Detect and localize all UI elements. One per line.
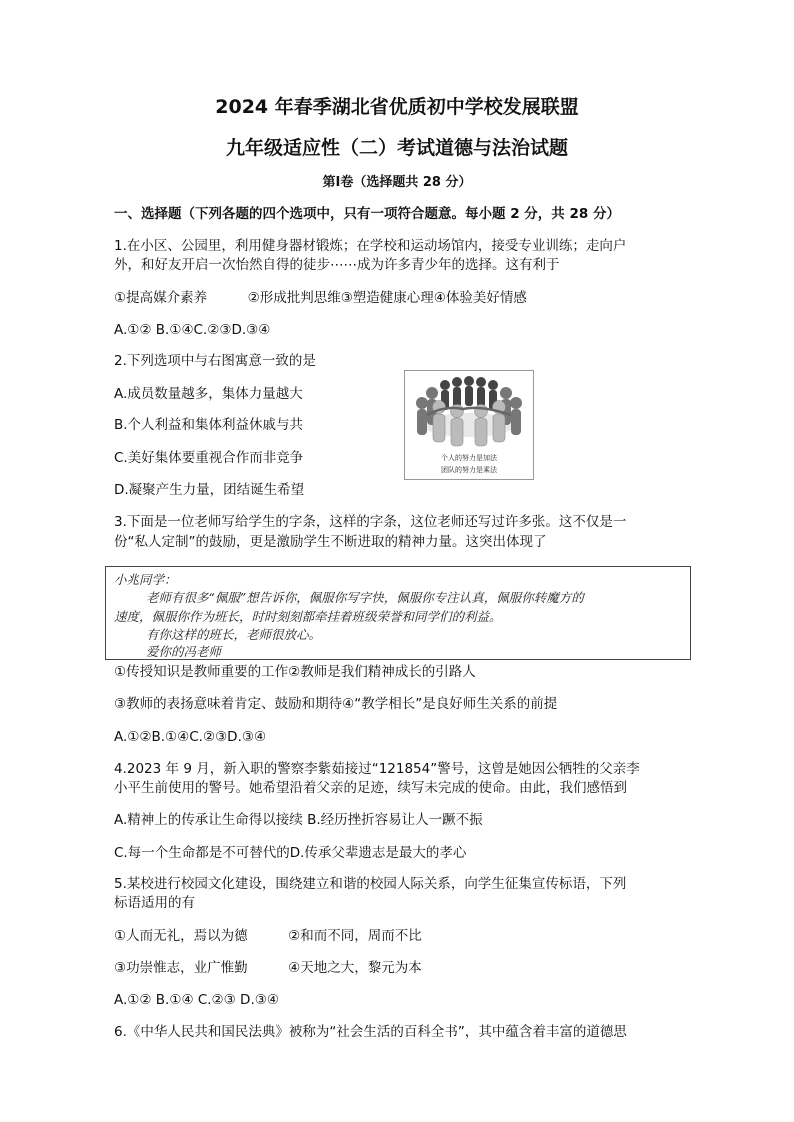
q4-options-ab: A.精神上的传承让生命得以接续 B.经历挫折容易让人一蹶不振 [114,812,483,828]
q3-options: A.①②B.①④C.②③D.③④ [114,729,267,745]
exam-subtitle: 九年级适应性（二）考试道德与法治试题 [225,137,568,159]
q3-stem-line1: 3.下面是一位老师写给学生的字条，这样的字条，这位老师还写过许多张。这不仅是一 [114,514,627,530]
q2-option-d: D.凝聚产生力量，团结诞生希望 [114,482,305,498]
q5-stem-line2: 标语适用的有 [114,895,195,911]
figure-caption-multiplication: 团队的努力是乘法 [441,466,497,474]
q1-options: A.①② B.①④C.②③D.③④ [114,322,271,338]
figure-caption-addition: 个人的努力是加法 [441,454,497,462]
q5-items1: ①人而无礼，焉以为德 ②和而不同，周而不比 [114,928,422,944]
q1-stem-line1: 1.在小区、公园里，利用健身器材锻炼；在学校和运动场馆内，接受专业训练；走向户 [114,238,627,254]
section-heading: 一、选择题（下列各题的四个选项中，只有一项符合题意。每小题 2 分，共 28 分） [114,206,620,222]
q5-options: A.①② B.①④ C.②③ D.③④ [114,992,279,1008]
q2-figure-teamwork [404,370,534,480]
q3-items1: ①传授知识是教师重要的工作②教师是我们精神成长的引路人 [114,664,476,680]
note-line3: 有你这样的班长，老师很放心。 [146,627,322,642]
q2-option-a: A.成员数量越多，集体力量越大 [114,386,303,402]
q6-stem-line1: 6.《中华人民共和国民法典》被称为“社会生活的百科全书”，其中蕴含着丰富的道德思 [114,1024,627,1040]
q4-options-cd: C.每一个生命都是不可替代的D.传承父辈遗志是最大的孝心 [114,845,467,861]
note-signature: 爱你的冯老师 [146,644,222,659]
q5-items2: ③功崇惟志，业广惟勤 ④天地之大，黎元为本 [114,960,422,976]
q5-stem-line1: 5.某校进行校园文化建设，围绕建立和谐的校园人际关系，向学生征集宣传标语，下列 [114,876,627,892]
q4-stem-line2: 小平生前使用的警号。她希望沿着父亲的足迹，续写未完成的使命。由此，我们感悟到 [114,780,627,796]
teacher-note-box [105,566,691,660]
q3-items2: ③教师的表扬意味着肯定、鼓励和期待④“教学相长”是良好师生关系的前提 [114,696,558,712]
q3-stem-line2: 份“私人定制”的鼓励，更是激励学生不断进取的精神力量。这突出体现了 [114,534,547,550]
exam-title: 2024 年春季湖北省优质初中学校发展联盟 [215,96,579,118]
q2-option-c: C.美好集体要重视合作而非竞争 [114,450,304,466]
note-line2: 速度，佩服你作为班长，时时刻刻都牵挂着班级荣誉和同学们的利益。 [114,609,502,624]
q2-option-b: B.个人利益和集体利益休戚与共 [114,417,304,433]
q1-stem-line2: 外，和好友开启一次怡然自得的徒步⋯⋯成为许多青少年的选择。这有利于 [114,257,560,273]
q2-stem: 2.下列选项中与右图寓意一致的是 [114,353,316,369]
q4-stem-line1: 4.2023 年 9 月，新入职的警察李紫茹接过“121854”警号，这曾是她因公牺牲的父亲李 [114,761,640,777]
note-greeting: 小兆同学： [114,572,177,587]
part-label: 第Ⅰ卷（选择题共 28 分） [322,175,472,190]
q1-items: ①提高媒介素养 ②形成批判思维③塑造健康心理④体验美好情感 [114,290,527,306]
people-circle-illustration [405,371,533,451]
note-line1: 老师有很多“佩服”想告诉你，佩服你写字快，佩服你专注认真，佩服你转魔方的 [146,590,584,605]
